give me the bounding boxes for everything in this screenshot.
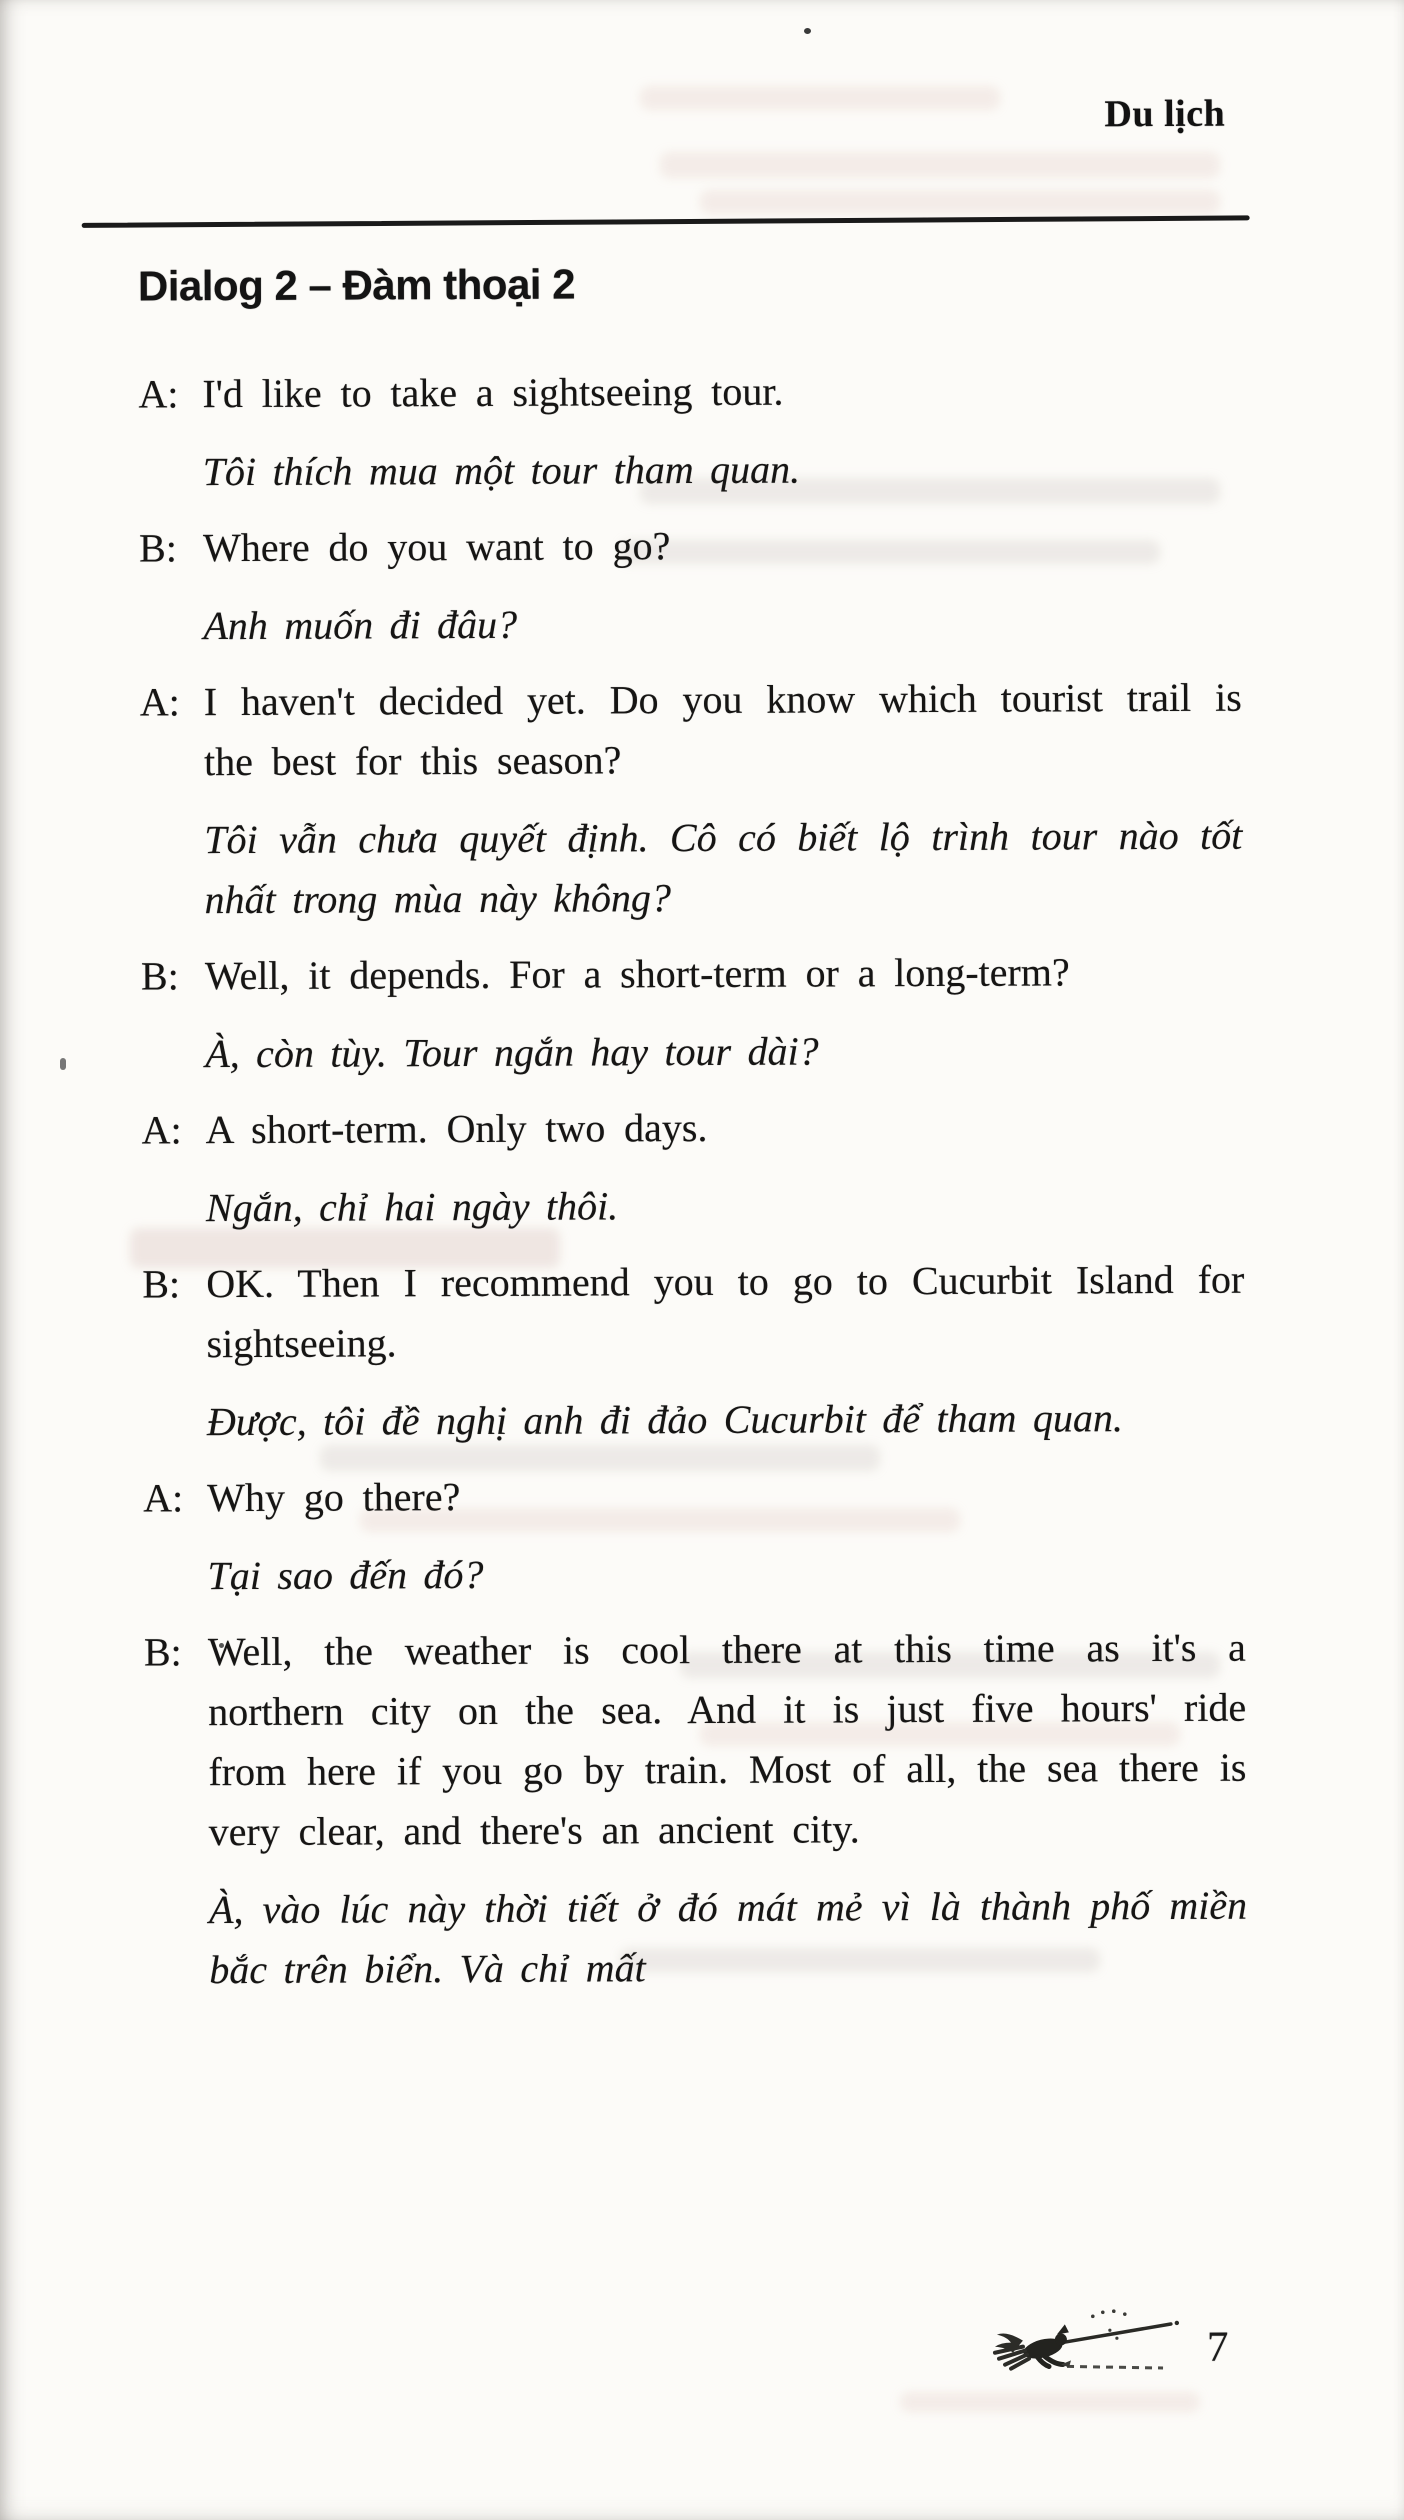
page-number: 7 <box>1206 2323 1229 2371</box>
header-rule <box>82 215 1250 228</box>
dialog-line-vi: À, còn tùy. Tour ngắn hay tour dài? <box>205 1028 819 1077</box>
speaker-label: B: <box>140 953 179 999</box>
dialog-line-en <box>141 942 1243 1007</box>
speaker-label: B: <box>138 525 177 571</box>
dialog-line-vi: Tôi vẫn chưa quyết định. Cô có biết lộ trình tour nào tốt nhất trong mùa này không? <box>204 812 1243 923</box>
dialog-line-en <box>142 1250 1245 1375</box>
dialog-turn <box>143 1464 1246 1607</box>
dialog-line-en-text: Well, it depends. For a short-term or a long-term? <box>204 949 1070 999</box>
dialog-turn <box>141 942 1244 1085</box>
running-head: Du lịch <box>1104 92 1226 136</box>
dialog-line-en <box>143 1464 1245 1529</box>
dialog-line-en <box>140 668 1243 793</box>
speaker-label: A: <box>143 1475 184 1521</box>
dialog-line-vi: Ngắn, chỉ hai ngày thôi. <box>205 1183 619 1231</box>
dialog-line-en <box>138 360 1240 425</box>
dialog-turn <box>142 1250 1245 1453</box>
speaker-label: B: <box>142 1261 181 1307</box>
dialog-line-vi: Được, tôi đề nghị anh đi đảo Cucurbit để tham quan. <box>206 1395 1123 1445</box>
dialog-line-en-text: OK. Then I recommend you to go to Cucurbit Island for sightseeing. <box>206 1256 1245 1367</box>
dialog-line-vi: Tôi thích mua một tour tham quan. <box>202 446 801 495</box>
dialog-line-vi: À, vào lúc này thời tiết ở đó mát mẻ vì là thành phố miền bắc trên biển. Và chỉ mất <box>208 1882 1248 1993</box>
dialog-line-vi: Tại sao đến đó? <box>207 1551 484 1599</box>
dialog-turn <box>139 514 1242 657</box>
dialog-line-en <box>139 514 1241 579</box>
dialog-title: Dialog 2 – Đàm thoại 2 <box>137 260 576 310</box>
dialog-line-en <box>141 1096 1243 1161</box>
dialog-line-en-text: Well, the weather is cool there at this time as it's a northern city on the sea. And it is just five hours' ride from here if you go by train. Most of all, the sea there is very clear, and there's an ancient city. <box>207 1624 1247 1855</box>
speaker-label: A: <box>138 371 179 417</box>
flying-bird-ornament-icon <box>975 2304 1195 2397</box>
dialog-turn <box>144 1618 1248 2001</box>
dialog-turn <box>140 668 1243 931</box>
dialog-line-en-text: I'd like to take a sightseeing tour. <box>202 368 784 417</box>
speaker-label: A: <box>139 679 180 725</box>
dialog-turns <box>138 360 1247 2001</box>
dialog-turn <box>141 1096 1244 1239</box>
dialog-line-en-text: Why go there? <box>207 1474 461 1521</box>
dialog-line-en-text: Where do you want to go? <box>202 523 671 571</box>
dialog-turn <box>138 360 1241 503</box>
dialog-line-en-text: I haven't decided yet. Do you know which tourist trail is the best for this season? <box>203 674 1242 785</box>
dialog-line-vi: Anh muốn đi đâu? <box>203 601 518 649</box>
dialog-line-en-text: A short-term. Only two days. <box>205 1104 708 1153</box>
speaker-label: B: <box>143 1629 182 1675</box>
dialog-section <box>138 258 1248 2017</box>
dialog-line-en <box>144 1618 1247 1863</box>
speaker-label: A: <box>141 1107 182 1153</box>
